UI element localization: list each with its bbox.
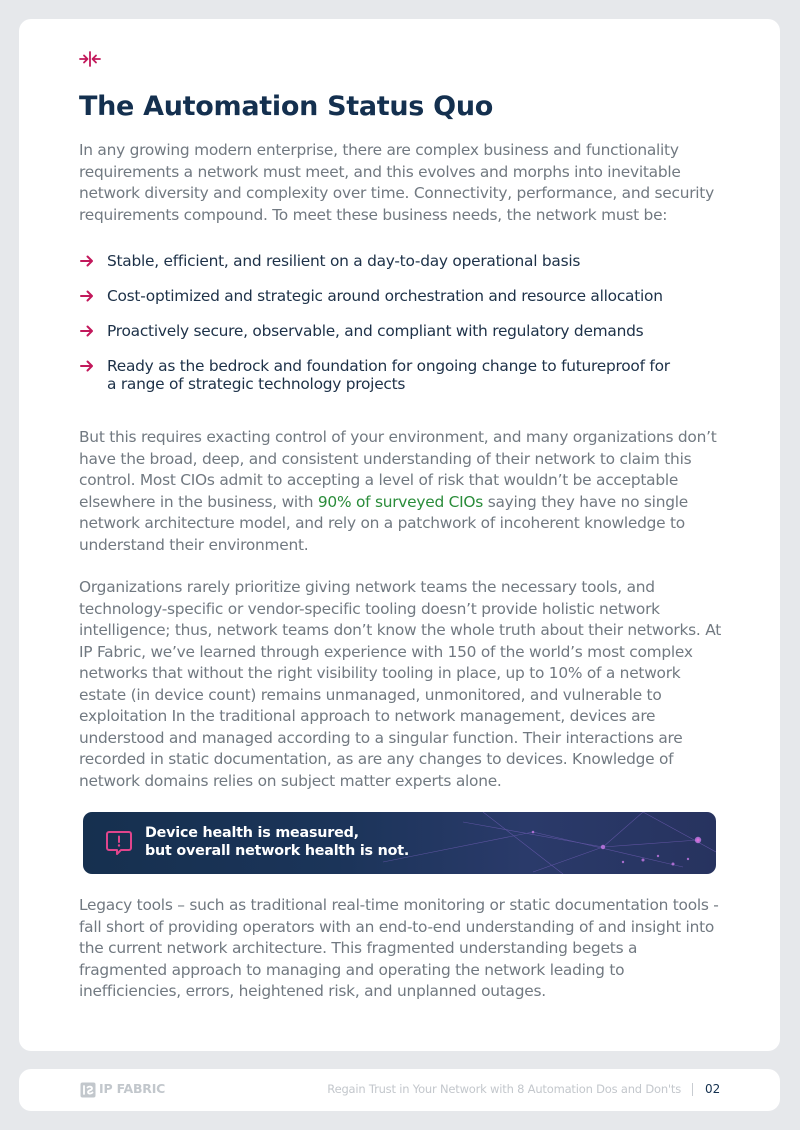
page-number: 02 <box>705 1082 721 1096</box>
control-paragraph-start: But this requires exacting control of your environment, and many organizations don’t have the broad, deep, and consistent understanding of their network to claim this control. Most CIOs admit to accepting a level of risk that wouldn’t be acceptable elsewhere in the business, with <box>79 428 717 511</box>
arrow-right-icon <box>79 358 95 374</box>
ip-fabric-logo-icon <box>80 1082 96 1098</box>
arrow-right-icon <box>79 288 95 304</box>
control-paragraph-end: saying they have no single network architecture model, and rely on a patchwork of incoherent knowledge to understand their environment. <box>79 492 688 554</box>
page-title: The Automation Status Quo <box>79 91 494 122</box>
logo-text: IP FABRIC <box>99 1081 166 1096</box>
callout-text <box>145 824 545 860</box>
arrow-right-icon <box>79 253 95 269</box>
callout-line-1: Device health is measured, <box>145 825 359 841</box>
list-item-text: Stable, efficient, and resilient on a day-to-day operational basis <box>107 252 581 270</box>
list-item-text: Proactively secure, observable, and compliant with regulatory demands <box>107 322 644 340</box>
callout-line-2: but overall network health is not. <box>145 843 410 859</box>
list-item <box>79 252 729 270</box>
page-footer <box>19 1069 780 1111</box>
requirements-list <box>79 252 729 410</box>
legacy-tools-paragraph: Legacy tools – such as traditional real-time monitoring or static documentation tools - fall short of providing operators with an end-to-end understanding of and insight into the current network architecture. This fragmented understanding begets a fragmented approach to managing and operating the network leading to inefficiencies, errors, heightened risk, and unplanned outages. <box>79 896 719 1000</box>
arrow-right-icon <box>79 323 95 339</box>
list-item <box>79 357 679 393</box>
list-item-text: Cost-optimized and strategic around orchestration and resource allocation <box>107 287 663 305</box>
control-paragraph <box>79 427 724 556</box>
collapse-arrows-icon <box>79 50 101 68</box>
list-item-text: Ready as the bedrock and foundation for ongoing change to futureproof for a range of strategic technology projects <box>107 357 670 393</box>
tooling-paragraph: Organizations rarely prioritize giving network teams the necessary tools, and technology-specific or vendor-specific tooling doesn’t provide holistic network intelligence; thus, network teams don’t know the whole truth about their networks. At IP Fabric, we’ve learned through experience with 150 of the world’s most complex networks that without the right visibility tooling in place, up to 10% of a network estate (in device count) remains unmanaged, unmonitored, and vulnerable to exploitation In the traditional approach to network management, devices are understood and managed according to a singular function. Their interactions are recorded in static documentation, as are any changes to devices. Knowledge of network domains relies on subject matter experts alone. <box>79 578 722 790</box>
footer-doc-title: Regain Trust in Your Network with 8 Automation Dos and Don'ts <box>327 1082 681 1096</box>
cio-stat-link[interactable]: 90% of surveyed CIOs <box>317 492 484 511</box>
alert-speech-bubble-icon <box>105 829 133 857</box>
list-item <box>79 287 729 305</box>
intro-paragraph: In any growing modern enterprise, there are complex business and functionality requirements a network must meet, and this evolves and morphs into inevitable network diversity and complexity over time. Connectivity, performance, and security requirements compound. To meet these business needs, the network must be: <box>79 141 714 224</box>
list-item <box>79 322 729 340</box>
footer-separator <box>692 1080 693 1098</box>
callout-banner <box>83 812 716 874</box>
